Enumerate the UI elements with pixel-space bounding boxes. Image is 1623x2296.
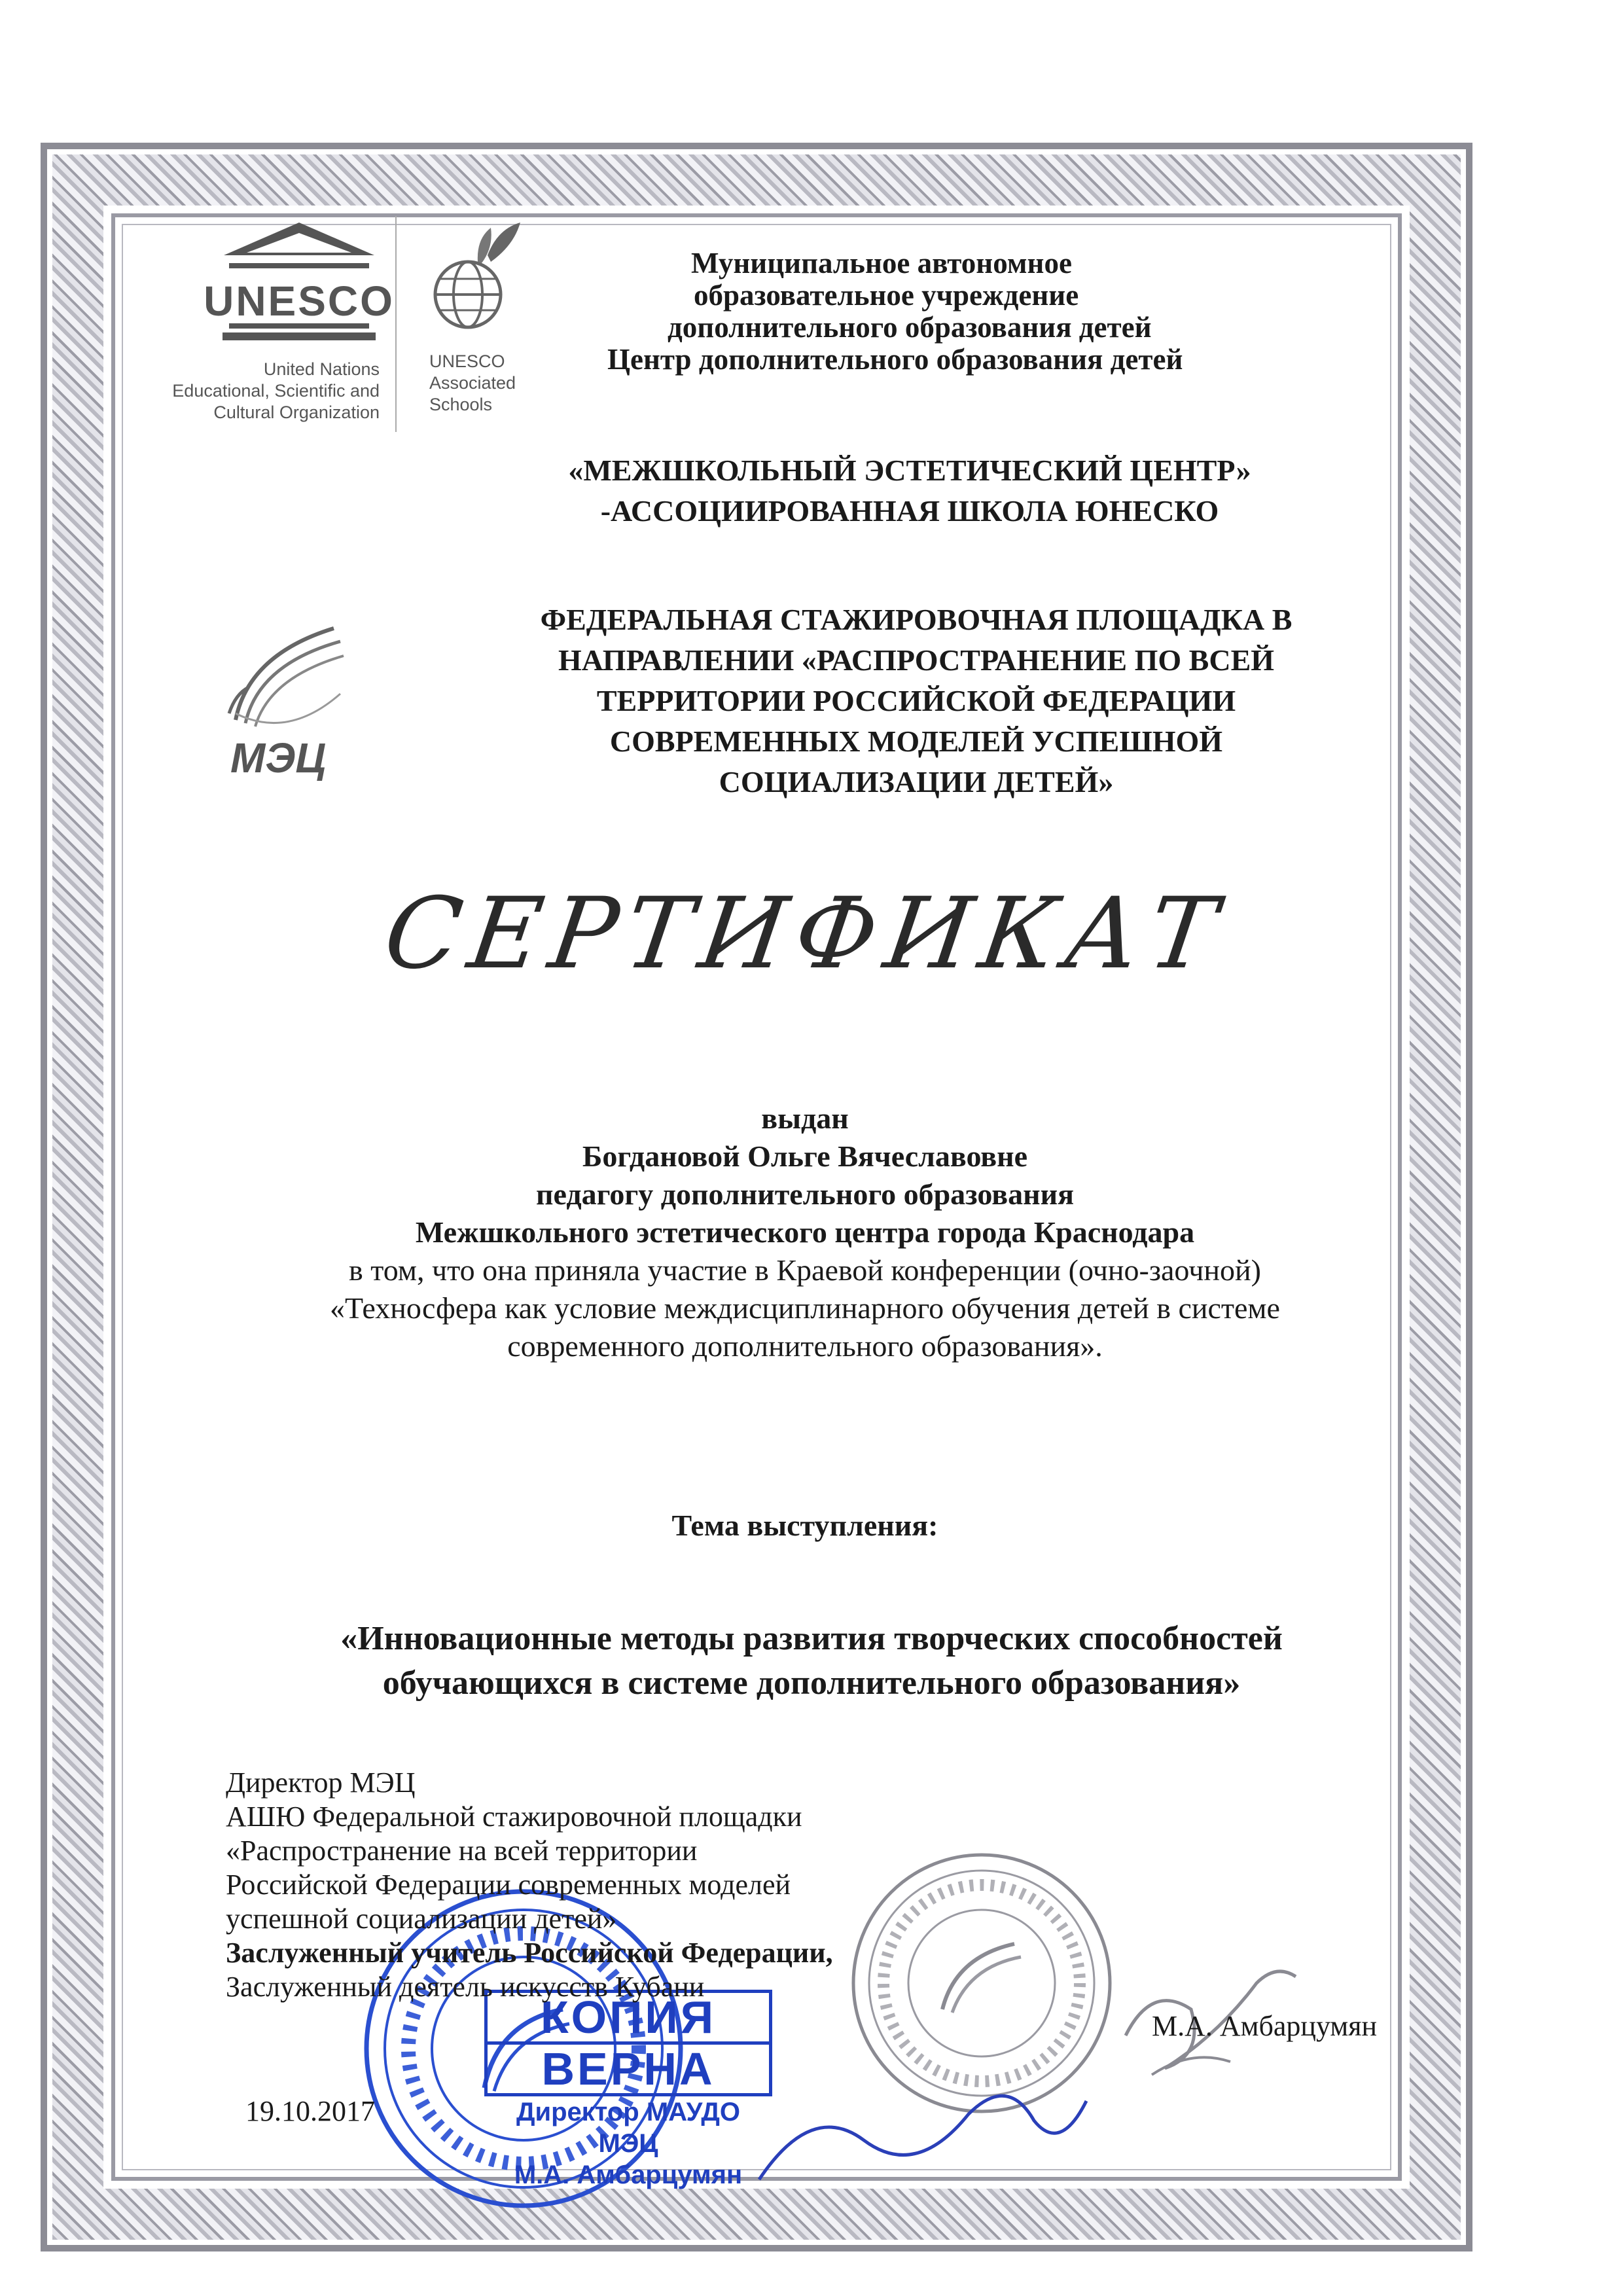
mec-logo <box>209 615 347 789</box>
signature-line: успешной социализации детей» <box>226 1903 617 1935</box>
signature-line: Директор МЭЦ <box>226 1767 416 1799</box>
copy-verified-stamp <box>484 1990 772 2191</box>
logo-divider <box>395 216 397 432</box>
issued-label: выдан <box>761 1102 849 1135</box>
globe-leaf-icon <box>425 216 524 340</box>
associated-schools-caption <box>429 351 573 416</box>
center-name <box>432 450 1387 531</box>
recipient-name: Богдановой Ольге Вячеславовне <box>582 1139 1028 1173</box>
org-line: Муниципальное автономное <box>691 247 1072 279</box>
federal-line: СОЦИАЛИЗАЦИИ ДЕТЕЙ» <box>719 765 1114 798</box>
unesco-caption-line: United Nations <box>263 359 380 379</box>
copy-word: КОПИЯ <box>484 1990 772 2045</box>
associated-schools-logo <box>425 216 524 344</box>
signature-line: АШЮ Федеральной стажировочной площадки <box>226 1801 802 1833</box>
body-line: «Техносфера как условие междисциплинарного обучения детей в системе <box>330 1291 1280 1325</box>
topic-label: Тема выступления: <box>671 1509 938 1542</box>
federal-line: ФЕДЕРАЛЬНАЯ СТАЖИРОВОЧНАЯ ПЛОЩАДКА В <box>540 603 1293 636</box>
federal-line: ТЕРРИТОРИИ РОССИЙСКОЙ ФЕДЕРАЦИИ <box>596 684 1236 717</box>
assoc-caption-line: Schools <box>429 395 493 414</box>
verified-word: ВЕРНА <box>484 2045 772 2096</box>
federal-line: НАПРАВЛЕНИИ «РАСПРОСТРАНЕНИЕ ПО ВСЕЙ <box>558 643 1275 677</box>
signature-line: «Распространение на всей территории <box>226 1835 698 1867</box>
presentation-topic <box>196 1617 1427 1706</box>
federal-line: СОВРЕМЕННЫХ МОДЕЛЕЙ УСПЕШНОЙ <box>609 725 1223 758</box>
org-line: образовательное учреждение <box>694 279 1079 312</box>
certificate-title: СЕРТИФИКАТ <box>378 877 1232 991</box>
signer-name: М.А. Амбарцумян <box>1152 2010 1378 2042</box>
stamp-director: Директор МАУДО МЭЦ <box>516 2098 740 2158</box>
honor-title-2: Заслуженный деятель искусств Кубани <box>226 1971 705 2003</box>
assoc-caption-line: Associated <box>429 373 516 393</box>
recipient-organization: Межшкольного эстетического центра города Краснодара <box>415 1215 1195 1249</box>
unesco-word: UNESCO <box>204 278 395 325</box>
recipient-position: педагогу дополнительного образования <box>536 1177 1074 1211</box>
center-name-line: -АССОЦИИРОВАННАЯ ШКОЛА ЮНЕСКО <box>600 494 1219 528</box>
issue-date: 19.10.2017 <box>245 2095 375 2127</box>
mec-word: МЭЦ <box>230 734 326 781</box>
stamp-name: М.А. Амбарцумян <box>514 2161 743 2189</box>
topic-line: обучающихся в системе дополнительного образования» <box>382 1664 1241 1702</box>
federal-platform-title <box>419 600 1414 802</box>
assoc-caption-line: UNESCO <box>429 351 505 371</box>
mec-swirl-icon <box>209 615 347 785</box>
unesco-caption-line: Educational, Scientific and <box>172 381 380 401</box>
body-line: в том, что она приняла участие в Краевой конференции (очно-заочной) <box>349 1253 1261 1287</box>
signature-line: Российской Федерации современных моделей <box>226 1869 791 1901</box>
topic-line: «Инновационные методы развития творческих способностей <box>340 1620 1283 1657</box>
body-line: современного дополнительного образования». <box>507 1329 1103 1363</box>
certificate-body <box>183 1100 1427 1365</box>
unesco-caption <box>118 359 380 423</box>
unesco-temple-icon <box>204 216 395 347</box>
org-line: дополнительного образования детей <box>668 311 1152 344</box>
center-name-line: «МЕЖШКОЛЬНЫЙ ЭСТЕТИЧЕСКИЙ ЦЕНТР» <box>568 454 1251 487</box>
unesco-logo <box>196 216 393 347</box>
honor-title: Заслуженный учитель Российской Федерации, <box>226 1937 833 1969</box>
unesco-caption-line: Cultural Organization <box>213 403 380 422</box>
organization-header <box>589 247 1374 376</box>
org-line: Центр дополнительного образования детей <box>607 343 1183 376</box>
handwritten-signature <box>733 1905 1361 2206</box>
